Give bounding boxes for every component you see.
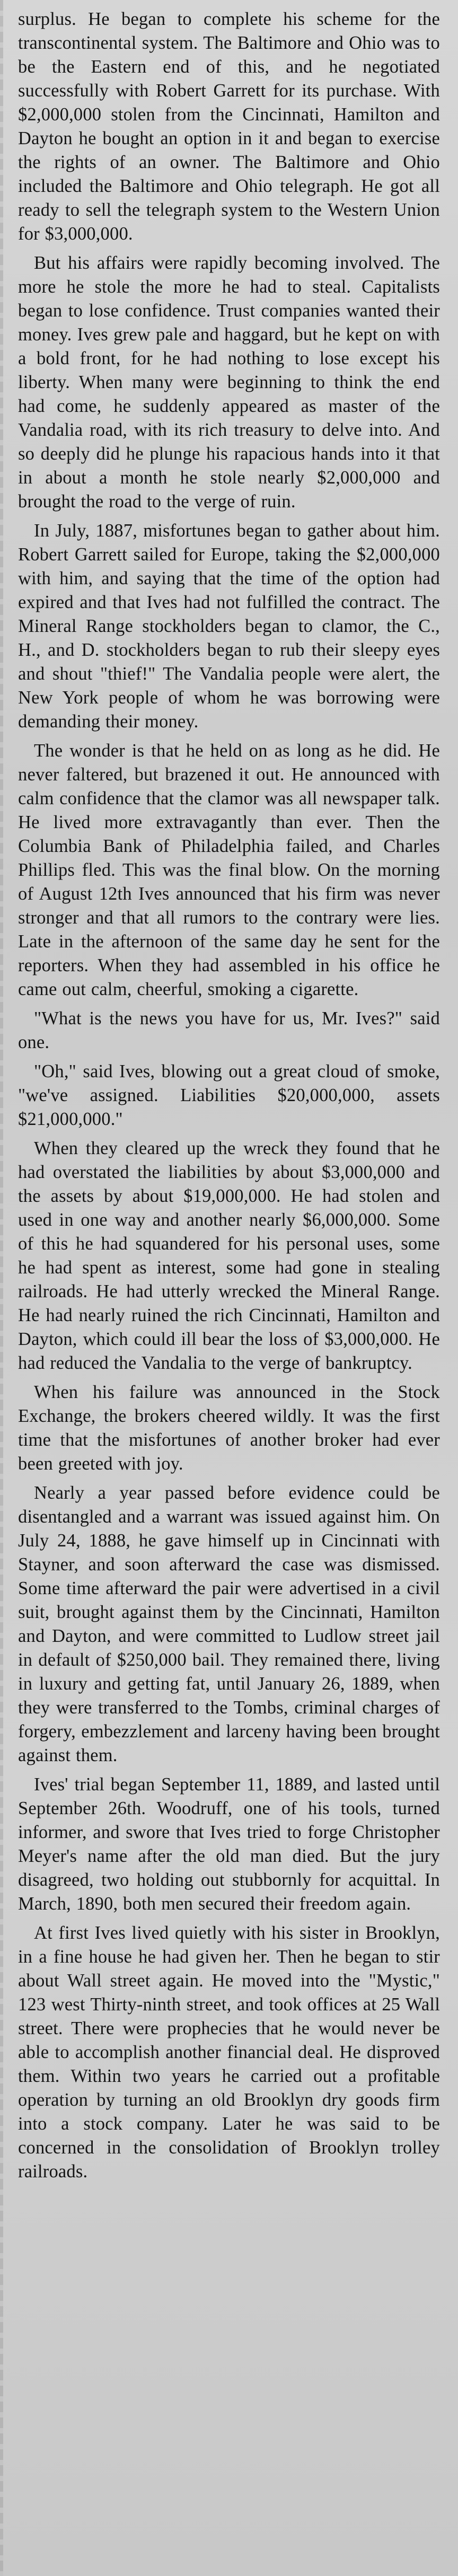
article-paragraph: Ives' trial began September 11, 1889, and lasted until September 26th. Woodruff, one of his tools, turned informer, and swore that Ives tried to forge Christopher Meyer's name after the old man died. But the jury disagreed, two holding out stubbornly for acquittal. In March, 1890, both men secured their freedom again. bbox=[18, 1774, 440, 1914]
article-paragraph: The wonder is that he held on as long as he did. He never faltered, but brazened it out. He announced with calm confidence that the clamor was all newspaper talk. He lived more extravagantly than ever. Then the Columbia Bank of Philadelphia failed, and Charles Phillips fled. This was the final blow. On the morning of August 12th Ives announced that his firm was never stronger and that all rumors to the contrary were lies. Late in the afternoon of the same day he sent for the reporters. When they had assembled in his office he came out calm, cheerful, smoking a cigarette. bbox=[18, 741, 440, 999]
article-paragraph: "Oh," said Ives, blowing out a great cloud of smoke, "we've assigned. Liabilities $20,000,000, assets $21,000,000." bbox=[18, 1061, 440, 1129]
article-paragraph: When his failure was announced in the Stock Exchange, the brokers cheered wildly. It was the first time that the misfortunes of another broker had ever been greeted with joy. bbox=[18, 1382, 440, 1474]
column-rule bbox=[0, 0, 3, 2576]
article-paragraph: But his affairs were rapidly becoming involved. The more he stole the more he had to steal. Capitalists began to lose confidence. Trust companies wanted their money. Ives grew pale and haggard, but he kept on with a bold front, for he had nothing to lose except his liberty. When many were beginning to think the end had come, he suddenly appeared as master of the Vandalia road, with its rich treasury to delve into. And so deeply did he plunge his rapacious hands into it that in about a month he stole nearly $2,000,000 and brought the road to the verge of ruin. bbox=[18, 253, 440, 512]
article-paragraph: At first Ives lived quietly with his sister in Brooklyn, in a fine house he had given her. Then he began to stir about Wall street again. He moved into the "Mystic," 123 west Thirty-ninth street, and took offices at 25 Wall street. There were prophecies that he would never be able to accomplish another financial deal. He disproved them. Within two years he carried out a profitable operation by turning an old Brooklyn dry goods firm into a stock company. Later he was said to be concerned in the consolidation of Brooklyn trolley railroads. bbox=[18, 1923, 440, 2182]
article-column bbox=[18, 7, 440, 2184]
article-paragraph: In July, 1887, misfortunes began to gather about him. Robert Garrett sailed for Europe, taking the $2,000,000 with him, and saying that the time of the option had expired and that Ives had not fulfilled the contract. The Mineral Range stockholders began to clamor, the C., H., and D. stockholders began to rub their sleepy eyes and shout "thief!" The Vandalia people were alert, the New York people of whom he was borrowing were demanding their money. bbox=[18, 521, 440, 732]
article-paragraph: "What is the news you have for us, Mr. Ives?" said one. bbox=[18, 1008, 440, 1052]
article-paragraph: When they cleared up the wreck they found that he had overstated the liabilities by about $3,000,000 and the assets by about $19,000,000. He had stolen and used in one way and another nearly $6,000,000. Some of this he had squandered for his personal uses, some he had spent as interest, some had gone in stealing railroads. He had utterly wrecked the Mineral Range. He had nearly ruined the rich Cincinnati, Hamilton and Dayton, which could ill bear the loss of $3,000,000. He had reduced the Vandalia to the verge of bankruptcy. bbox=[18, 1138, 440, 1373]
article-paragraph: Nearly a year passed before evidence could be disentangled and a warrant was issued against him. On July 24, 1888, he gave himself up in Cincinnati with Stayner, and soon afterward the case was dismissed. Some time afterward the pair were advertised in a civil suit, brought against them by the Cincinnati, Hamilton and Dayton, and were committed to Ludlow street jail in default of $250,000 bail. They remained there, living in luxury and getting fat, until January 26, 1889, when they were transferred to the Tombs, criminal charges of forgery, embezzlement and larceny having been brought against them. bbox=[18, 1483, 440, 1765]
article-paragraph: surplus. He began to complete his scheme for the transcontinental system. The Baltimore and Ohio was to be the Eastern end of this, and he negotiated successfully with Robert Garrett for its purchase. With $2,000,000 stolen from the Cincinnati, Hamilton and Dayton he bought an option in it and began to exercise the rights of an owner. The Baltimore and Ohio included the Baltimore and Ohio telegraph. He got all ready to sell the telegraph system to the Western Union for $3,000,000. bbox=[18, 9, 440, 244]
